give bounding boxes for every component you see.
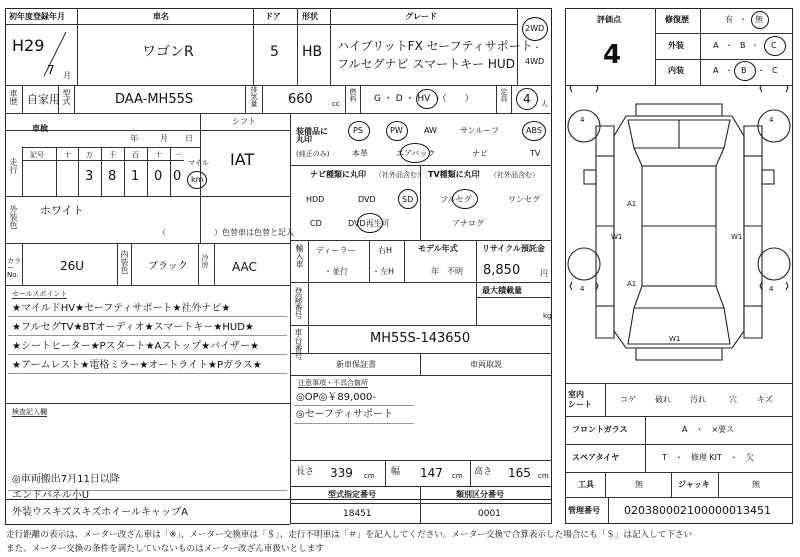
chassis-number: MH55S-143650: [370, 331, 471, 346]
type-no: 18451: [343, 509, 372, 519]
shift-value: IAT: [230, 150, 255, 169]
repair-separator: ・: [739, 15, 747, 24]
mileage-header-10man: 十: [64, 151, 71, 159]
model-label: 型式: [62, 89, 71, 105]
exterior-grade-dot-2: ・: [751, 41, 759, 50]
equip-tv: TV: [530, 149, 541, 158]
aircon: AAC: [232, 260, 257, 274]
note-safety: ◎セーフティサポート: [296, 409, 394, 420]
sales-point-line-1: ★マイルドHV★セーフティサポート★社外ナビ★: [12, 303, 231, 314]
tools-value: 無: [635, 480, 643, 489]
recycle-amount: 8,850: [483, 263, 521, 278]
exterior-color: ホワイト: [40, 204, 84, 217]
shift-label: シフト: [232, 117, 256, 126]
door-label: ドア: [265, 12, 281, 21]
seat-label: 室内 シート: [568, 390, 592, 410]
fuel-options: G ・ D ・ HV ・（ ）: [374, 94, 474, 104]
diagram-mark-5: W1: [669, 335, 681, 343]
seat-option-burn: コゲ: [620, 395, 636, 404]
score: 4: [603, 40, 622, 70]
fuel-label: 燃料: [349, 88, 357, 102]
color-note: （ ）色替車は色替と記入: [158, 228, 294, 237]
control-number-label: 管理番号: [568, 506, 600, 515]
jack-label: ジャッキ: [678, 480, 710, 489]
wheel-mark-fr: 4: [769, 116, 774, 124]
width-label: 幅: [391, 467, 401, 477]
equip-ps: PS: [353, 126, 363, 135]
color-code: 26U: [60, 259, 85, 273]
windshield-value: A ・ ×要ス: [682, 425, 735, 434]
displacement-unit: cc: [332, 100, 340, 108]
mileage-header-sen: 千: [109, 151, 116, 159]
reg-year-label: 初年度登録年月: [9, 12, 65, 21]
diagram-mark-2: A1: [627, 280, 637, 288]
reg-month: 7: [47, 63, 55, 77]
exterior-grade-a: A: [713, 41, 719, 50]
capacity-label: 定員: [500, 88, 508, 102]
wheel-mark-rr: 4: [769, 285, 774, 293]
inspector-note-1: ◎車両搬出7月11日以降: [12, 474, 120, 485]
car-name: ワゴンR: [142, 44, 194, 60]
diagram-mark-4: W1: [731, 233, 743, 241]
import-dealer: ディーラー: [316, 246, 356, 255]
nav-sub: （社外品含む）: [375, 171, 424, 179]
exterior-grade-c: C: [771, 41, 777, 50]
displacement-label: 排気量: [250, 86, 258, 107]
length-unit: cm: [364, 472, 375, 480]
usage-label: 車歴: [9, 89, 18, 105]
mileage-digit-4: 0: [154, 169, 163, 184]
color-code-label: カラーNo.: [7, 257, 21, 279]
nav-sd: SD: [402, 195, 414, 204]
repair-no: 無: [755, 15, 763, 24]
sales-point-line-3: ★シートヒーター★Pスタート★Aストップ★バイザー★: [12, 341, 259, 352]
shaken-month-char: 月: [160, 134, 168, 143]
equip-abs: ABS: [526, 126, 542, 135]
mileage-digit-5: 0: [173, 169, 182, 184]
sales-point-line-2: ★フルセグTV★BTオーディオ★スマートキー★HUD★: [12, 322, 254, 333]
class-no: 0001: [478, 509, 501, 519]
equip-aw: AW: [424, 126, 437, 135]
height-value: 165: [508, 466, 531, 480]
sales-points-label: セールスポイント: [12, 290, 68, 298]
model-year-label: モデル年式: [418, 244, 458, 253]
seat-option-scratch: キズ: [757, 395, 773, 404]
shaken-day-char: 日: [185, 134, 193, 143]
seat-option-dirt: 汚れ: [690, 395, 706, 404]
drive-separator: ・: [533, 43, 541, 52]
drive-4wd: 4WD: [525, 57, 545, 66]
footer-note-1: 走行距離の表示は、メーター改ざん車は「※」、メーター交換車は「＄」、走行不明車は「＃」を記入してください。メーター交換で合算表示した場合にも「＄」は記入して下さい: [6, 530, 693, 540]
sales-point-line-4: ★アームレスト★電格ミラー★オートライト★Pガラス★: [12, 360, 262, 371]
mileage-digit-2: 8: [108, 169, 117, 184]
width-value: 147: [420, 466, 443, 480]
jack-value: 無: [752, 480, 760, 489]
score-label: 評価点: [597, 15, 621, 24]
equipment-sub: (純正のみ): [296, 150, 330, 158]
chassis-label: 車台番号: [294, 328, 303, 360]
reg-era-year: H29: [12, 36, 45, 55]
exterior-grade-b: B: [740, 41, 746, 50]
spare-tire-value: T ・ 修理 KIT ・ 欠: [662, 453, 754, 462]
inspector-note-3: 外装ウスキズスキズホイールキャップA: [12, 507, 188, 518]
body-shape: HB: [302, 44, 323, 60]
vehicle-info-form: [5, 8, 552, 500]
interior-grade-dot-1: ・: [725, 66, 733, 75]
mileage-label: 走行: [9, 158, 18, 174]
inspector-note-2: エンドパネル小U: [12, 490, 90, 501]
interior-grade-dot-2: ・: [757, 66, 765, 75]
tv-sub: （社外品含む）: [490, 171, 539, 179]
interior-grade-b: B: [741, 66, 747, 75]
interior-grade-a: A: [713, 66, 719, 75]
mileage-digit-1: 3: [85, 169, 94, 184]
door-count: 5: [270, 44, 279, 60]
height-unit: cm: [538, 472, 549, 480]
equip-sunroof: サンルーフ: [460, 126, 499, 135]
note-op: ◎OP◎￥89,000-: [296, 392, 376, 403]
repair-history-label: 修復歴: [665, 15, 689, 24]
grade-line-1: ハイブリットFX セーフティサポート: [337, 39, 533, 53]
footer-note-2: また、メーター交換の条件を満たしていないものはメーター改ざん車扱いとします: [6, 544, 324, 554]
mileage-header-symbol: 記号: [30, 151, 44, 159]
tools-label: 工具: [578, 480, 594, 489]
interior-color-label: 内装色: [120, 250, 129, 274]
equip-navi: ナビ: [472, 149, 488, 158]
nav-dvd: DVD: [358, 195, 376, 204]
nav-cd: CD: [310, 219, 322, 228]
mileage-unit-km: km: [191, 175, 204, 184]
import-parallel: ・並行: [324, 267, 348, 276]
max-load-unit: kg: [543, 312, 552, 320]
shaken-year-char: 年: [130, 134, 138, 143]
exterior-grade-label: 外装: [668, 41, 684, 50]
inspector-notes-label: 検査記入欄: [12, 408, 47, 416]
mileage-header-man: 万: [86, 151, 93, 159]
grade-line-2: フルセグナビ スマートキー HUD: [337, 57, 515, 71]
capacity: 4: [523, 92, 531, 106]
height-label: 高さ: [474, 467, 493, 477]
diagram-mark-3: W1: [611, 233, 623, 241]
length-label: 長さ: [296, 467, 315, 477]
usage: 自家用: [27, 93, 60, 106]
mileage-digit-3: 1: [131, 169, 140, 184]
interior-grade-label: 内装: [668, 66, 684, 75]
interior-grade-c: C: [772, 66, 778, 75]
car-name-label: 車名: [153, 12, 169, 21]
fuel-hv-circle: [416, 89, 438, 109]
drive-2wd: 2WD: [525, 24, 545, 33]
equip-airbag: エアバック: [396, 149, 436, 158]
model-year: 年 不明: [431, 267, 463, 276]
tv-label: TV種類に丸印: [428, 170, 480, 179]
aircon-label: 冷房: [201, 254, 209, 268]
type-no-label: 型式指定番号: [328, 490, 376, 499]
mileage-header-hyaku: 百: [132, 151, 139, 159]
equipment-label: 装備品に 丸印: [296, 127, 328, 144]
length-value: 339: [330, 466, 353, 480]
max-load-label: 最大積載量: [482, 286, 522, 295]
interior-color: ブラック: [148, 261, 188, 272]
tv-fullseg: フルセグ: [440, 195, 472, 204]
mileage-header-juu: 十: [155, 151, 162, 159]
grade-label: グレード: [405, 12, 437, 21]
wheel-mark-rl: 4: [580, 285, 585, 293]
displacement: 660: [288, 92, 313, 107]
mileage-unit-mile: マイル: [188, 159, 209, 167]
notes-label: 注意事項・不具合箇所: [298, 379, 368, 387]
capacity-unit: 人: [541, 100, 548, 108]
model-code: DAA-MH55S: [115, 92, 194, 107]
nav-label: ナビ種類に丸印: [310, 170, 366, 179]
equip-pw: PW: [390, 126, 403, 135]
width-unit: cm: [452, 472, 463, 480]
seat-option-hole: 穴: [729, 395, 737, 404]
control-number: 020380002100000013451: [624, 504, 771, 517]
mileage-header-ichi: 一: [175, 151, 182, 159]
exterior-grade-dot-1: ・: [725, 41, 733, 50]
new-car-warranty: 新車保証書: [336, 360, 376, 369]
import-right-hand: 右H: [378, 246, 393, 255]
import-left-hand: ・左H: [372, 267, 395, 276]
nav-hdd: HDD: [306, 195, 325, 204]
wheel-mark-fl: 4: [580, 116, 585, 124]
repair-yes: 有: [725, 15, 733, 24]
shape-label: 形状: [302, 12, 318, 21]
shaken-label: 車検: [32, 124, 48, 133]
tv-analog: アナログ: [452, 219, 484, 228]
equip-leather: 本革: [352, 149, 368, 158]
reg-month-unit: 月: [63, 71, 71, 80]
exterior-color-label: 外装色: [9, 205, 18, 229]
car-damage-diagram: [566, 86, 792, 381]
windshield-label: フロントガラス: [572, 425, 628, 434]
diagram-mark-1: A1: [627, 200, 637, 208]
reg-number-label: 登録番号: [294, 287, 303, 319]
recycle-unit: 円: [540, 269, 548, 278]
recycle-label: リサイクル預託金: [482, 244, 545, 253]
spare-tire-label: スペアタイヤ: [572, 453, 620, 462]
nav-dvd-play: DVD再生可: [348, 219, 390, 228]
import-label: 輸入車: [295, 244, 304, 268]
class-no-label: 類別区分番号: [456, 490, 504, 499]
tv-oneseg: ワンセグ: [508, 195, 540, 204]
seat-option-tear: 破れ: [655, 395, 671, 404]
owner-manual: 車両取説: [470, 360, 502, 369]
